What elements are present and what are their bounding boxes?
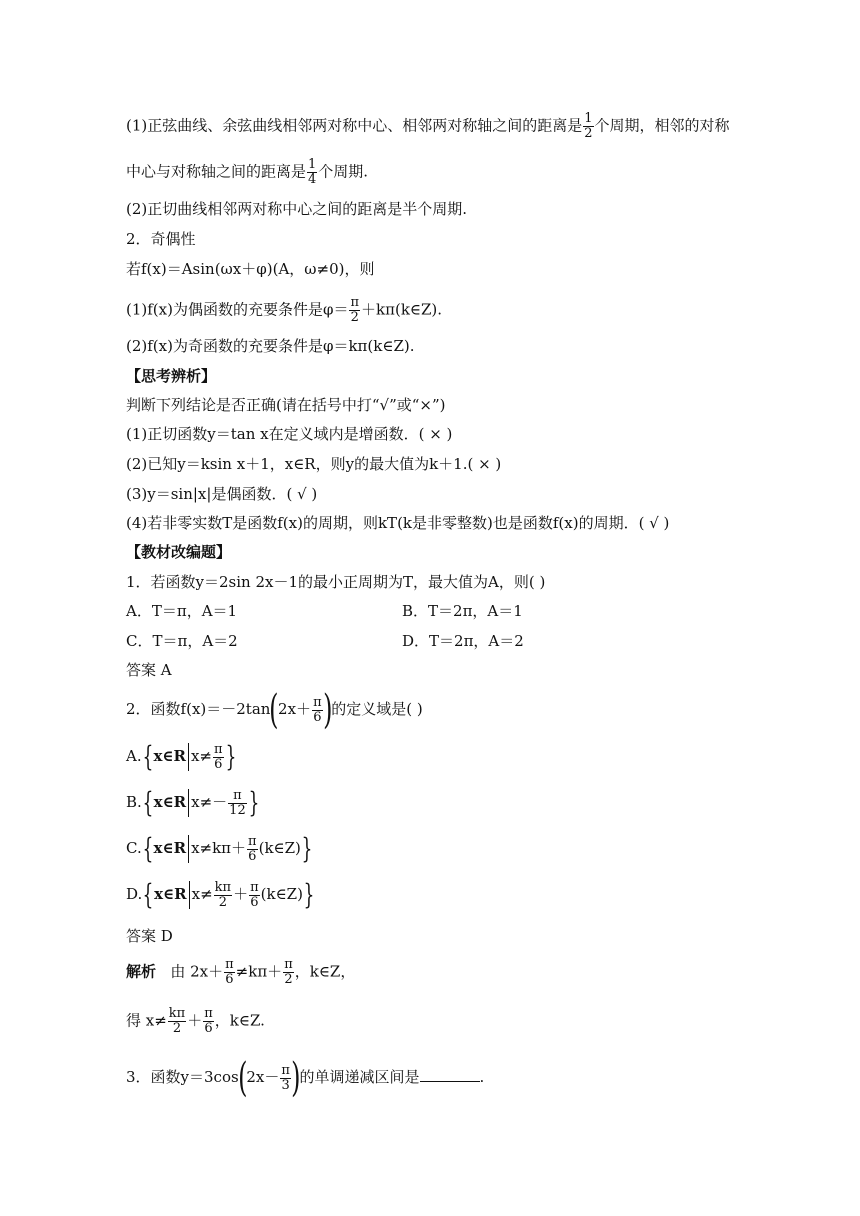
- judge-item-4: (4)若非零实数T是函数f(x)的周期，则kT(k是非零整数)也是函数f(x)的周期．( √ ): [126, 514, 670, 532]
- even-condition: (1)f(x)为偶函数的充要条件是φ＝ $\frac{\pi}{2}$ ＋kπ(k∈Z).: [126, 295, 443, 325]
- q2-stem: 2．函数f(x)＝－2tan(2x＋ $\frac{\pi}{6}$ )的定义域是( ): [126, 687, 423, 733]
- judge-instruction: 判断下列结论是否正确(请在括号中打“√”或“×”): [126, 396, 446, 414]
- q2-option-a: A.{x∈R x≠ $\frac{\pi}{6}$ }: [126, 740, 236, 773]
- fraction: $\frac{\pi}{2}$: [350, 295, 360, 325]
- para-period-distance-cont: 中心与对称轴之间的距离是 $\frac{1}{4}$ 个周期.: [126, 157, 369, 187]
- judge-item-1: (1)正切函数y＝tan x在定义域内是增函数．( × ): [126, 425, 453, 443]
- q2-option-b: B.{x∈R x≠－ $\frac{\pi}{12}$ }: [126, 786, 259, 819]
- heading-parity: 2．奇偶性: [126, 230, 196, 248]
- q1-option-d: D．T＝2π，A＝2: [402, 632, 524, 650]
- fraction: $\frac{1}{4}$: [308, 157, 317, 187]
- q2-solution-2: 得 x≠ $\frac{k\pi}{2}$ ＋ $\frac{\pi}{6}$ ，k∈Z.: [126, 1006, 265, 1036]
- condition-line: 若f(x)＝Asin(ωx＋φ)(A，ω≠0)，则: [126, 260, 375, 278]
- q2-option-d: D.{x∈R x≠ $\frac{k\pi}{2}$ ＋ $\frac{\pi}{6}$ (k∈Z)}: [126, 878, 315, 911]
- section-think: 【思考辨析】: [126, 367, 217, 385]
- q2-option-c: C.{x∈R x≠kπ＋ $\frac{\pi}{6}$ (k∈Z)}: [126, 832, 313, 865]
- q1-answer: 答案 A: [126, 661, 172, 679]
- q2-answer: 答案 D: [126, 927, 173, 945]
- q1-stem: 1．若函数y＝2sin 2x－1的最小正周期为T，最大值为A，则( ): [126, 573, 546, 591]
- para-period-distance: (1)正弦曲线、余弦曲线相邻两对称中心、相邻两对称轴之间的距离是 $\frac{1}{2}$ 个周期，相邻的对称: [126, 111, 730, 141]
- q2-solution-1: 解析 由 2x＋ $\frac{\pi}{6}$ ≠kπ＋ $\frac{\pi}{2}$ ，k∈Z，: [126, 957, 356, 987]
- q3-stem: 3．函数y＝3cos(2x－ $\frac{\pi}{3}$ )的单调递减区间是 .: [126, 1055, 485, 1101]
- q1-option-b: B．T＝2π，A＝1: [402, 602, 523, 620]
- para-tangent: (2)正切曲线相邻两对称中心之间的距离是半个周期.: [126, 200, 468, 218]
- section-textbook: 【教材改编题】: [126, 543, 232, 561]
- fraction: $\frac{\pi}{6}$: [313, 694, 322, 725]
- fraction: $\frac{1}{2}$: [584, 111, 593, 141]
- judge-item-3: (3)y＝sin|x|是偶函数．( √ ): [126, 485, 318, 503]
- odd-condition: (2)f(x)为奇函数的充要条件是φ＝kπ(k∈Z).: [126, 337, 415, 355]
- q1-option-a: A．T＝π，A＝1: [126, 602, 238, 620]
- q1-option-c: C．T＝π，A＝2: [126, 632, 238, 650]
- answer-blank[interactable]: [420, 1067, 480, 1082]
- judge-item-2: (2)已知y＝ksin x＋1，x∈R，则y的最大值为k＋1.( × ): [126, 455, 502, 473]
